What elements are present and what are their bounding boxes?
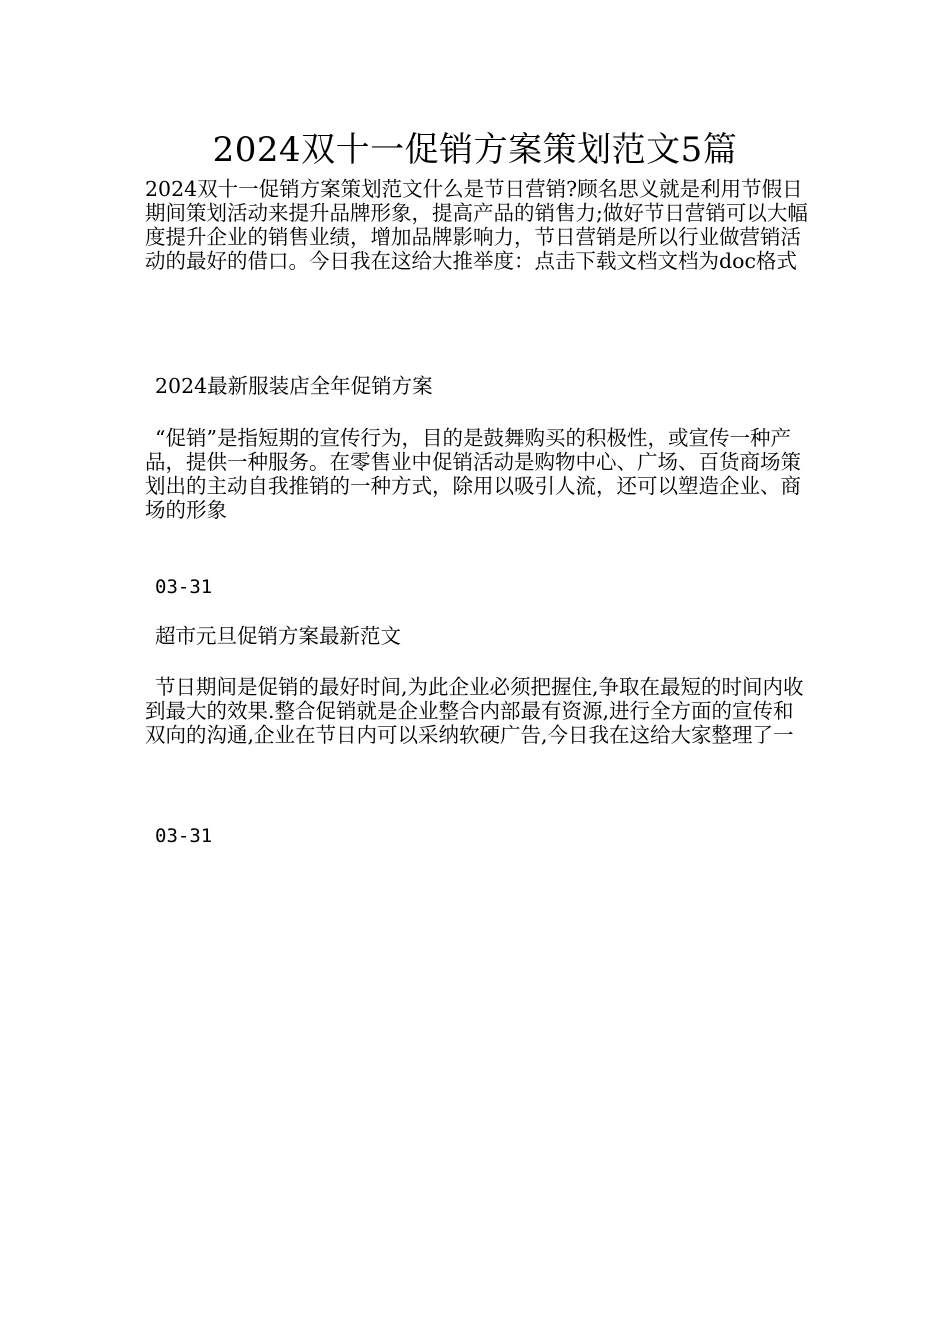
- article-date: 03-31: [155, 825, 213, 847]
- article-date: 03-31: [155, 576, 213, 598]
- article-summary: “促销”是指短期的宣传行为，目的是鼓舞购买的积极性，或宣传一种产品，提供一种服务。在零售业中促销活动是购物中心、广场、百货商场策划出的主动自我推销的一种方式，除用以吸引人流，还可以塑造企业、商场的形象: [145, 426, 801, 522]
- article-title-link[interactable]: 2024最新服装店全年促销方案: [155, 374, 433, 398]
- document-title: 2024双十一促销方案策划范文5篇: [212, 130, 738, 170]
- article-summary: 节日期间是促销的最好时间,为此企业必须把握住,争取在最短的时间内收到最大的效果.整合促销就是企业整合内部最有资源,进行全方面的宣传和双向的沟通,企业在节日内可以采纳软硬广告,今日我在这给大家整理了一: [145, 675, 804, 747]
- article-title-link[interactable]: 超市元旦促销方案最新范文: [155, 624, 401, 648]
- intro-paragraph: 2024双十一促销方案策划范文什么是节日营销?顾名思义就是利用节假日期间策划活动来提升品牌形象，提高产品的销售力;做好节日营销可以大幅度提升企业的销售业绩，增加品牌影响力，节日营销是所以行业做营销活动的最好的借口。今日我在这给大推举度：点击下载文档文档为doc格式: [145, 177, 808, 273]
